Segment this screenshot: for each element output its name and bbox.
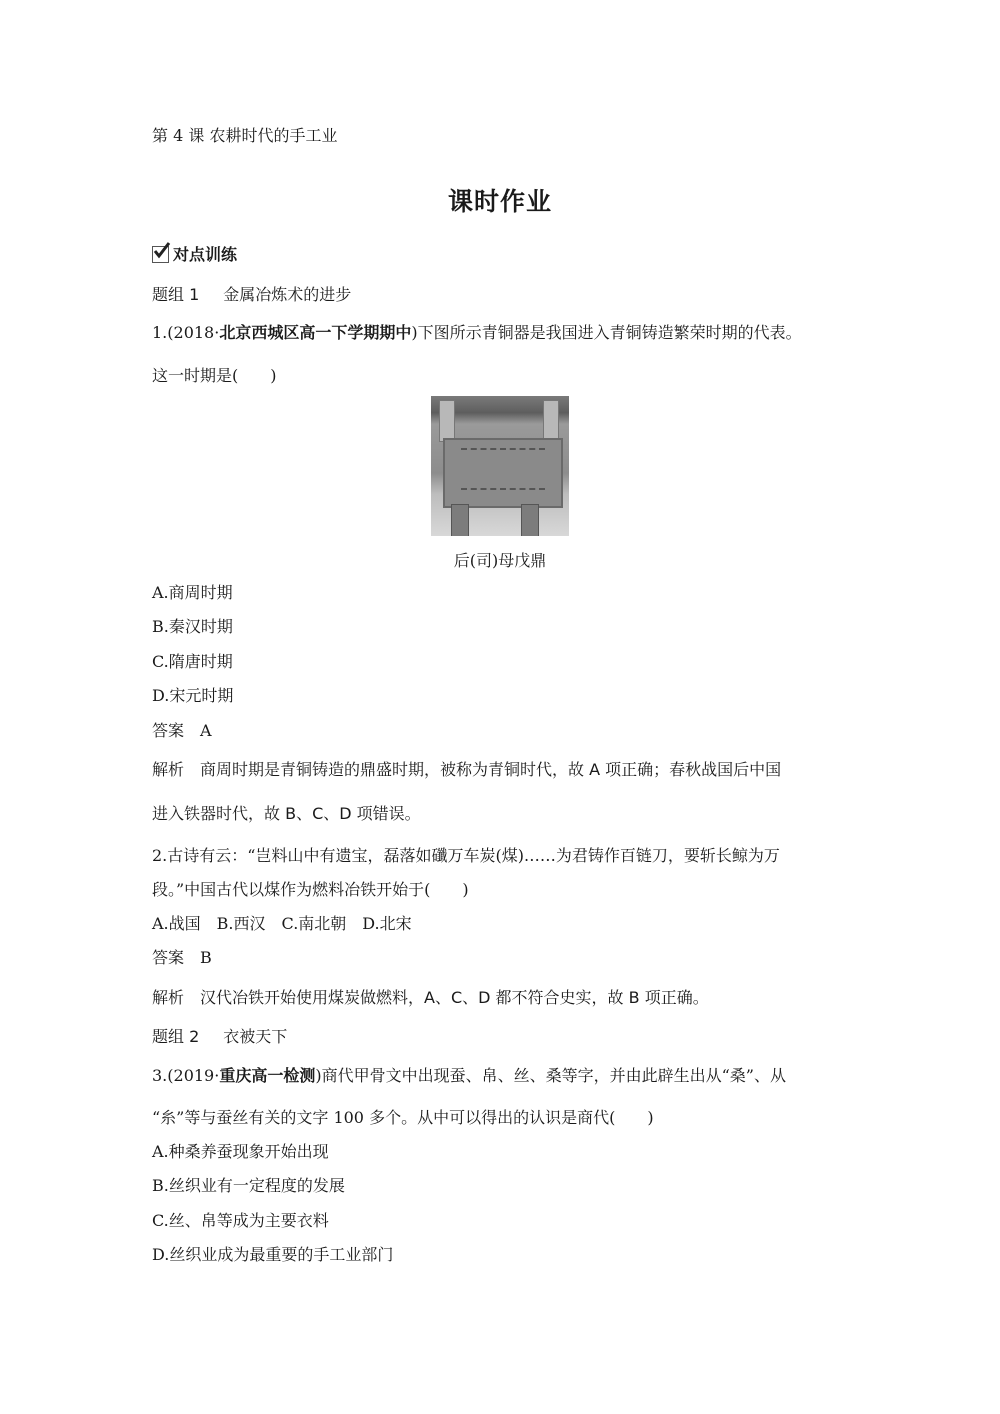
section-label: 对点训练: [173, 245, 238, 264]
q1-option-a: A.商周时期: [152, 583, 233, 602]
q1-answer: 答案 A: [152, 721, 212, 740]
q3-option-d: D.丝织业成为最重要的手工业部门: [152, 1245, 394, 1264]
q3-stem-line2: “糸”等与蚕丝有关的文字 100 多个。从中可以得出的认识是商代( ): [152, 1108, 654, 1127]
bronze-ding-image: [431, 396, 569, 536]
q3-stem-line1: 3.(2019·重庆高一检测)商代甲骨文中出现蚕、帛、丝、桑等字，并由此辟生出从“桑”、从: [152, 1066, 786, 1085]
q1-option-c: C.隋唐时期: [152, 652, 233, 671]
q3-option-a: A.种桑养蚕现象开始出现: [152, 1142, 329, 1161]
q2-answer: 答案 B: [152, 948, 212, 967]
q1-analysis-line1: 解析 商周时期是青铜铸造的鼎盛时期，被称为青铜时代，故 A 项正确；春秋战国后中国: [152, 760, 782, 779]
section-heading: [152, 245, 237, 265]
q1-source: 北京西城区高一下学期期中: [219, 323, 412, 342]
lesson-header: 第 4 课 农耕时代的手工业: [152, 126, 338, 145]
q1-option-b: B.秦汉时期: [152, 617, 233, 636]
q1-analysis-line2: 进入铁器时代，故 B、C、D 项错误。: [152, 804, 421, 823]
checkbox-checked-icon: [152, 246, 169, 263]
q2-stem-line1: 2.古诗有云：“岂料山中有遗宝，磊落如䃸万车炭(煤)……为君铸作百链刀，要斩长鲸为万: [152, 846, 780, 865]
page-title: 课时作业: [447, 187, 552, 216]
q3-source: 重庆高一检测: [219, 1066, 316, 1085]
group-2-heading: 题组 2 衣被天下: [152, 1027, 288, 1046]
q3-option-b: B.丝织业有一定程度的发展: [152, 1176, 345, 1195]
q1-option-d: D.宋元时期: [152, 686, 234, 705]
q2-options: A.战国 B.西汉 C.南北朝 D.北宋: [152, 914, 412, 933]
q2-stem-line2: 段。”中国古代以煤作为燃料冶铁开始于( ): [152, 880, 469, 899]
q3-option-c: C.丝、帛等成为主要衣料: [152, 1211, 329, 1230]
q2-analysis: 解析 汉代冶铁开始使用煤炭做燃料，A、C、D 都不符合史实，故 B 项正确。: [152, 988, 709, 1007]
group-1-heading: 题组 1 金属冶炼术的进步: [152, 285, 352, 304]
q1-stem-line2: 这一时期是( ): [152, 366, 277, 385]
figure-caption: 后(司)母戊鼎: [453, 551, 547, 570]
q1-stem-line1: 1.(2018·北京西城区高一下学期期中)下图所示青铜器是我国进入青铜铸造繁荣时期的代表。: [152, 323, 802, 342]
